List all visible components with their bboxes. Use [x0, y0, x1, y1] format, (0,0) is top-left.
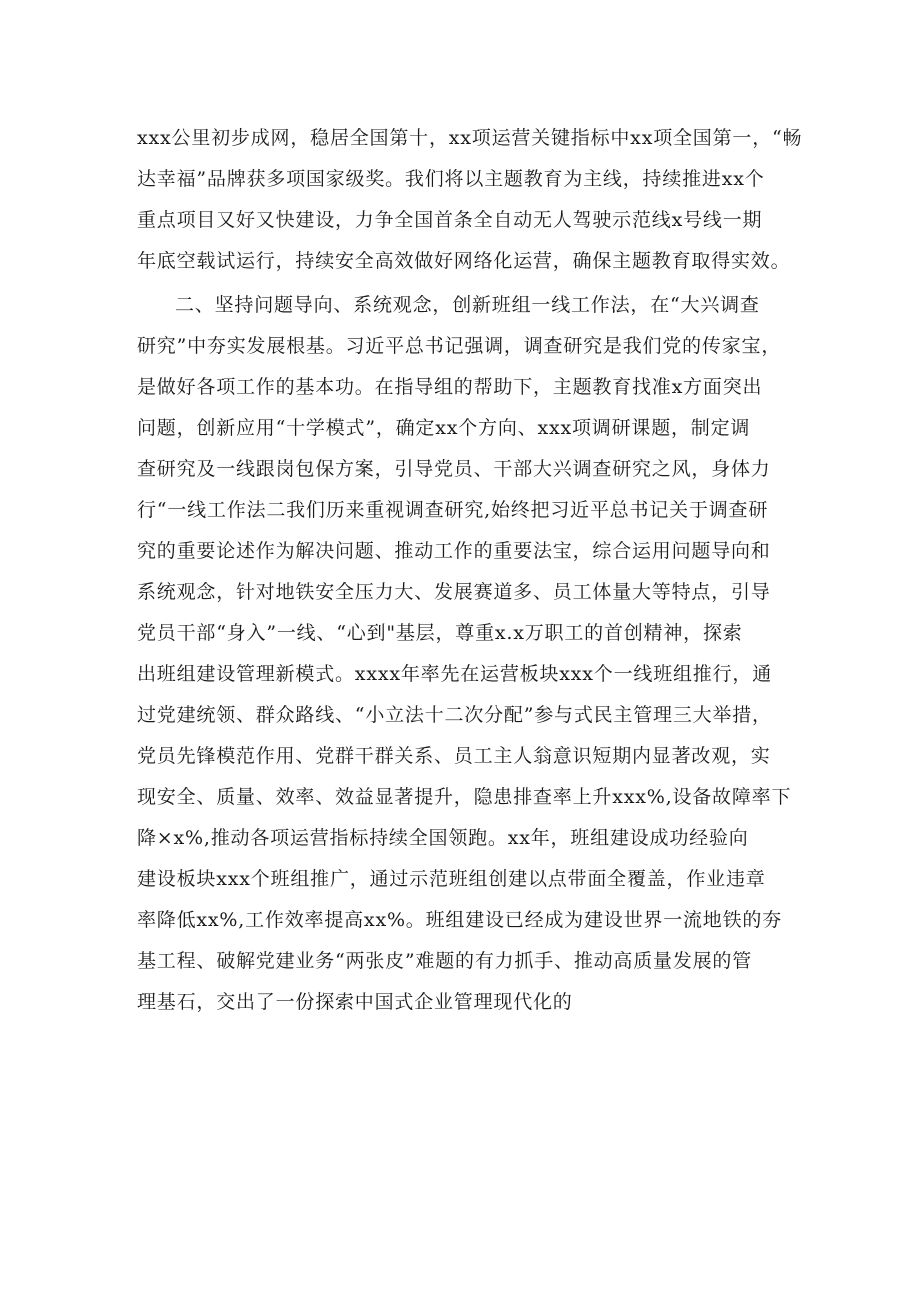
- text-line-17: 现安全、质量、效率、效益显著提升，隐患排查率上升xxx%,设备故障率下: [137, 786, 792, 808]
- text-line-18: 降×x%,推动各项运营指标持续全国领跑。xx年，班组建设成功经验向: [137, 827, 749, 849]
- text-line-9: 查研究及一线跟岗包保方案，引导党员、干部大兴调查研究之风，身体力: [137, 458, 771, 480]
- text-line-11: 究的重要论述作为解决问题、推动工作的重要法宝，综合运用问题导向和: [137, 540, 771, 562]
- text-line-7: 是做好各项工作的基本功。在指导组的帮助下，主题教育找准x方面突出: [137, 376, 763, 398]
- text-line-13: 党员干部“身入”一线、“心到"基层，尊重x.x万职工的首创精神，探索: [137, 622, 743, 644]
- section-heading-line: 二、坚持问题导向、系统观念，创新班组一线工作法，在“大兴调查: [175, 294, 760, 316]
- text-line-1: xxx公里初步成网，稳居全国第十，xx项运营关键指标中xx项全国第一，“畅: [137, 127, 803, 149]
- text-line-22: 理基石，交出了一份探索中国式企业管理现代化的: [137, 991, 573, 1013]
- text-line-21: 基工程、破解党建业务“两张皮”难题的有力抓手、推动高质量发展的管: [137, 950, 753, 972]
- text-line-4: 年底空载试运行，持续安全高效做好网络化运营，确保主题教育取得实效。: [137, 250, 791, 272]
- text-line-6: 研究”中夯实发展根基。习近平总书记强调，调查研究是我们党的传家宝，: [137, 335, 782, 357]
- text-line-3: 重点项目又好又快建设，力争全国首条全自动无人驾驶示范线x号线一期: [137, 209, 763, 231]
- text-line-14: 出班组建设管理新模式。xxxx年率先在运营板块xxx个一线班组推行，通: [137, 663, 773, 685]
- text-line-8: 问题，创新应用“十学模式”，确定xx个方向、xxx项调研课题，制定调: [137, 417, 751, 439]
- text-line-16: 党员先锋模范作用、党群干群关系、员工主人翁意识短期内显著改观，实: [137, 745, 771, 767]
- text-line-12: 系统观念，针对地铁安全压力大、发展赛道多、员工体量大等特点，引导: [137, 581, 771, 603]
- text-line-15: 过党建统领、群众路线、“小立法十二次分配”参与式民主管理三大举措，: [137, 704, 772, 726]
- text-line-2: 达幸福”品牌获多项国家级奖。我们将以主题教育为主线，持续推进xx个: [137, 168, 765, 190]
- text-line-19: 建设板块xxx个班组推广，通过示范班组创建以点带面全覆盖，作业违章: [137, 868, 766, 890]
- document-body: [137, 118, 803, 1023]
- text-line-20: 率降低xx%,工作效率提高xx%。班组建设已经成为建设世界一流地铁的夯: [137, 909, 783, 931]
- text-line-10: 行“一线工作法二我们历来重视调查研究,始终把习近平总书记关于调查研: [137, 499, 769, 521]
